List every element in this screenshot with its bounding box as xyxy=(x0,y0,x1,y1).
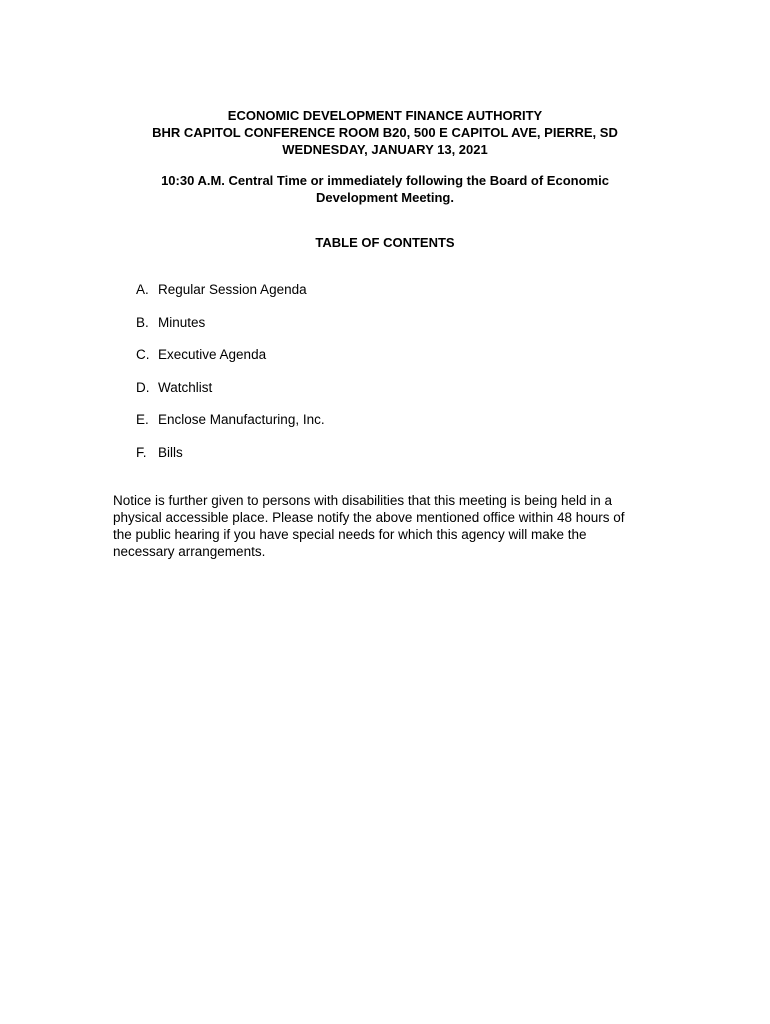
notice-line-1: Notice is further given to persons with disabilities that this meeting is being held in a xyxy=(113,493,613,508)
toc-item xyxy=(136,379,325,412)
header-org-name: ECONOMIC DEVELOPMENT FINANCE AUTHORITY xyxy=(227,108,543,123)
toc-item-label: Minutes xyxy=(158,314,206,330)
toc-item-label: Watchlist xyxy=(158,379,213,395)
accessibility-notice xyxy=(113,492,673,560)
toc-item xyxy=(136,346,325,379)
notice-line-3: the public hearing if you have special needs for which this agency will make the xyxy=(113,527,587,542)
meeting-time-line-1: 10:30 A.M. Central Time or immediately following the Board of Economic xyxy=(161,173,609,188)
toc-item-letter: F. xyxy=(136,444,147,460)
toc-item xyxy=(136,411,325,444)
toc-item-letter: D. xyxy=(136,379,150,395)
toc-title: TABLE OF CONTENTS xyxy=(315,235,455,250)
header-location: BHR CAPITOL CONFERENCE ROOM B20, 500 E CAPITOL AVE, PIERRE, SD xyxy=(152,125,618,140)
toc-list xyxy=(136,281,325,477)
header-date: WEDNESDAY, JANUARY 13, 2021 xyxy=(282,142,488,157)
toc-item xyxy=(136,444,325,477)
toc-item-letter: B. xyxy=(136,314,149,330)
toc-item-letter: A. xyxy=(136,282,149,297)
toc-item-label: Executive Agenda xyxy=(158,347,267,363)
notice-line-4: necessary arrangements. xyxy=(113,544,266,559)
toc-item-label: Bills xyxy=(158,444,183,460)
toc-item-label: Regular Session Agenda xyxy=(158,282,307,297)
meeting-time xyxy=(110,172,660,206)
toc-item-label: Enclose Manufacturing, Inc. xyxy=(158,412,325,428)
toc-item-letter: E. xyxy=(136,412,149,428)
toc-item xyxy=(136,281,325,314)
meeting-time-line-2: Development Meeting. xyxy=(316,190,454,205)
document-header xyxy=(0,107,770,158)
toc-item-letter: C. xyxy=(136,347,150,363)
notice-line-2: physical accessible place. Please notify the above mentioned office within 48 hours of xyxy=(113,510,625,525)
toc-item xyxy=(136,314,325,347)
